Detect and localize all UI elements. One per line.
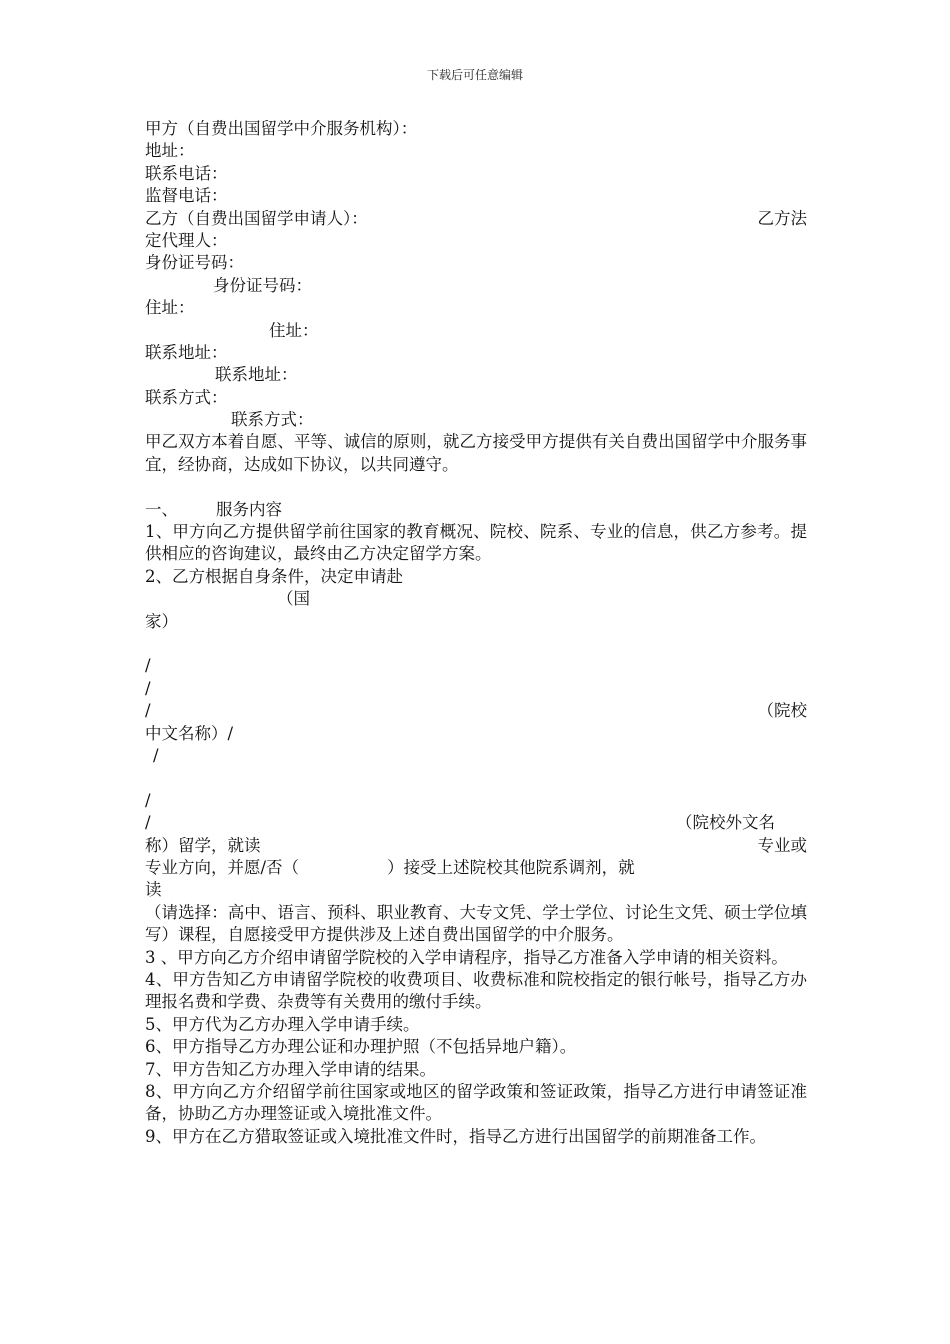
school-cn-row <box>145 700 807 722</box>
section-title: 服务内容 <box>216 499 282 519</box>
slash-1: / <box>145 656 151 676</box>
clause-5: 5、甲方代为乙方办理入学申请手续。 <box>145 1014 420 1034</box>
school-cn-close: 中文名称）/ <box>145 723 234 743</box>
clause-4: 4、甲方告知乙方申请留学院校的收费项目、收费标准和院校指定的银行帐号，指导乙方办理报名费和学费、杂费等有关费用的缴付手续。 <box>145 969 807 1012</box>
clause-2-intro: 2、乙方根据自身条件，决定申请赴 <box>145 566 403 586</box>
major-label: 专业或 <box>757 835 807 855</box>
phone-label: 联系电话： <box>145 163 228 183</box>
contact-way-label-2: 联系方式： <box>231 410 314 430</box>
school-cn-label: （院校 <box>757 701 807 721</box>
page-header: 下载后可任意编辑 <box>426 68 523 82</box>
study-row <box>145 835 807 857</box>
school-en-close: 称）留学，就读 <box>145 835 261 855</box>
party-a-label: 甲方（自费出国留学中介服务机构）： <box>145 119 418 138</box>
transfer-row <box>145 857 807 879</box>
contact-address-label: 联系地址： <box>145 342 228 362</box>
address-label: 地址： <box>145 141 195 161</box>
contact-way-label: 联系方式： <box>145 387 228 407</box>
clause-7: 7、甲方告知乙方办理入学申请的结果。 <box>145 1059 436 1079</box>
id-number-label-2: 身份证号码： <box>213 275 312 295</box>
residence-label: 住址： <box>145 298 195 318</box>
slash-2: / <box>145 678 151 698</box>
major-direction: 专业方向，并愿/否（ <box>145 857 300 877</box>
supervise-phone-label: 监督电话： <box>145 186 228 206</box>
course-choice: （请选择：高中、语言、预科、职业教育、大专文凭、学士学位、讨论生文凭、硕士学位填写）课程，自愿接受甲方提供涉及上述自费出国留学的中介服务。 <box>145 902 807 945</box>
section-number: 一、 <box>145 499 178 519</box>
intro-paragraph: 甲乙双方本着自愿、平等、诚信的原则，就乙方接受甲方提供有关自费出国留学中介服务事宜，经协商，达成如下协议，以共同遵守。 <box>145 432 807 474</box>
clause-9: 9、甲方在乙方猎取签证或入境批准文件时，指导乙方进行出国留学的前期准备工作。 <box>145 1126 766 1146</box>
accept-transfer: ）接受上述院校其他院系调剂，就 <box>387 857 635 877</box>
school-en-row <box>145 812 807 834</box>
contact-address-label-2: 联系地址： <box>215 365 298 385</box>
slash-6: / <box>145 813 151 833</box>
country-label-close: 家） <box>145 611 178 631</box>
id-number-label: 身份证号码： <box>145 253 244 273</box>
legal-rep-label: 定代理人： <box>145 230 228 250</box>
school-en-label: （院校外文名 <box>676 813 775 833</box>
clause-8: 8、甲方向乙方介绍留学前往国家或地区的留学政策和签证政策，指导乙方进行申请签证准备，协助乙方办理签证或入境批准文件。 <box>145 1081 807 1124</box>
residence-label-2: 住址： <box>269 320 319 340</box>
party-b-row <box>145 208 807 230</box>
clause-6: 6、甲方指导乙方办理公证和办理护照（不包括异地户籍）。 <box>145 1037 577 1057</box>
slash-4: / <box>153 746 159 765</box>
slash-3: / <box>145 701 151 721</box>
country-label: （国 <box>277 589 310 609</box>
party-b-label: 乙方（自费出国留学申请人）： <box>145 208 368 228</box>
clause-1: 1、甲方向乙方提供留学前往国家的教育概况、院校、院系、专业的信息，供乙方参考。提供相应的咨询建议，最终由乙方决定留学方案。 <box>145 522 807 564</box>
slash-5: / <box>145 790 151 810</box>
clause-3: 3 、甲方向乙方介绍申请留学院校的入学申请程序，指导乙方准备入学申请的相关资料。 <box>145 947 788 967</box>
read-label: 读 <box>145 880 162 900</box>
contract-page <box>145 118 807 1148</box>
party-b-legal-label: 乙方法 <box>757 208 807 228</box>
section-1-title <box>145 499 807 521</box>
